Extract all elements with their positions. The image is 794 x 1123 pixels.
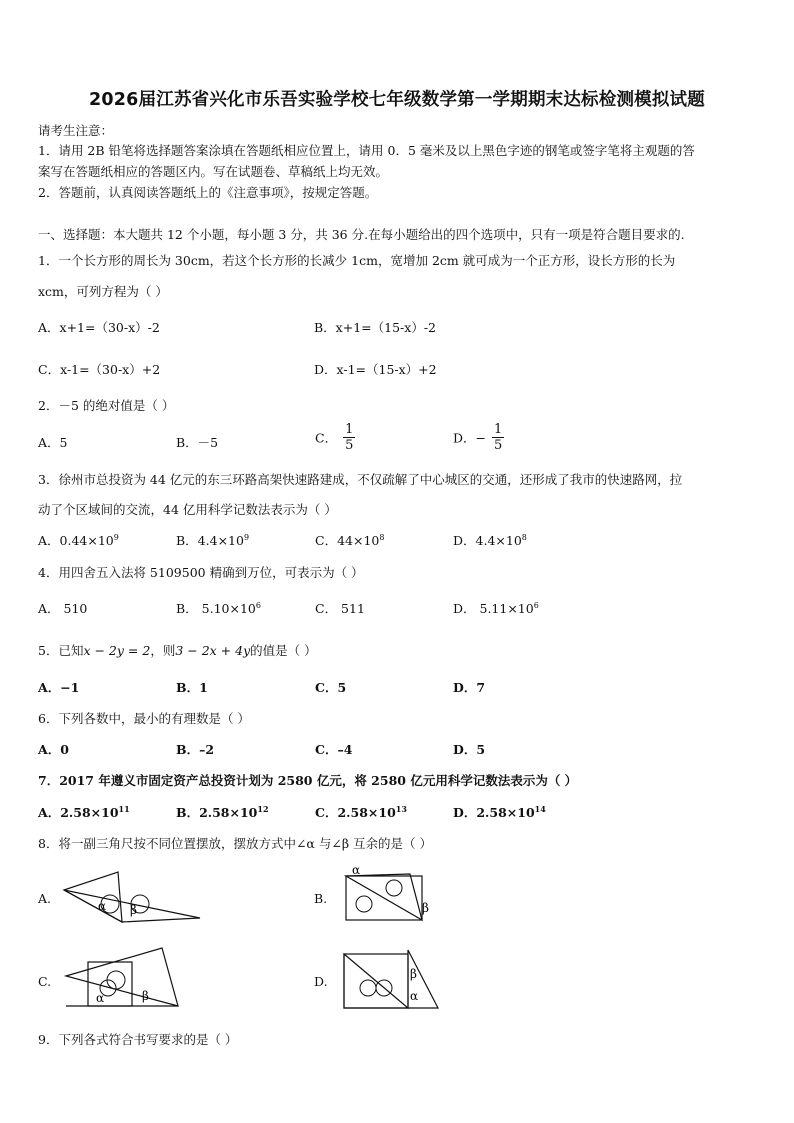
q3-option-a-base: A．0.44×10 [38,533,114,548]
q8-d-beta: β [410,967,417,981]
q8-b-circle-1 [356,896,372,912]
notice-item-2: 2．答题前，认真阅读答题纸上的《注意事项》，按规定答题。 [38,185,378,200]
q2-option-c-fraction [343,422,355,453]
q5-stem [38,641,317,659]
q8-a-alpha: α [98,899,107,913]
q3-option-a-exp: 9 [113,532,119,542]
q5-option-d: D．7 [453,680,486,695]
q8-a-triangle-2 [64,872,122,922]
q8-c-triangle-1 [66,948,178,1006]
q3-option-a [38,531,119,549]
q7-option-a-exp: 11 [118,803,130,814]
q3-option-c-base: C．44×10 [315,533,380,548]
q7-option-c-base: C．2.58×10 [315,805,396,820]
q2-option-b: B．－5 [176,435,219,450]
q7-option-d-base: D．2.58×10 [453,805,535,820]
q8-d-triangle-1 [344,954,408,1008]
q2-option-d-denominator: 5 [493,438,503,453]
q1-stem-b: xcm，可列方程为（ ） [38,284,168,299]
q8-option-a-label: A. [38,891,52,906]
q8-figure-d [338,948,448,1010]
section-heading: 一、选择题：本大题共 12 个小题，每小题 3 分，共 36 分.在每小题给出的四个选项中，只有一项是符合题目要求的. [38,227,685,242]
q1-option-c: C．x-1=（30-x）+2 [38,362,161,377]
q8-figure-b [338,862,438,928]
q2-option-c-denominator: 5 [345,438,354,453]
q6-option-c: C．–4 [315,742,353,757]
q3-option-b [176,531,249,549]
q4-option-b [176,599,261,617]
q6-option-d: D．5 [453,742,486,757]
notice-item-1a: 1．请用 2B 铅笔将选择题答案涂填在答题纸相应位置上，请用 0．5 毫米及以上黑色字迹的钢笔或签字笔将主观题的答 [38,143,695,158]
q3-stem-b: 动了个区域间的交流，44 亿用科学记数法表示为（ ） [38,502,337,517]
q3-option-d-exp: 8 [521,532,527,542]
q8-figure-c [62,942,182,1010]
q8-b-alpha: α [352,863,361,877]
q5-stem-pre: 5．已知 [38,643,84,658]
q3-stem-a: 3．徐州市总投资为 44 亿元的东三环路高架快速路建成，不仅疏解了中心城区的交通，还形成了我市的快速路网，拉 [38,472,683,487]
q7-option-d [453,803,546,821]
q8-option-c-label: C. [38,974,52,989]
q8-figure-a [62,870,202,930]
q1-option-a: A．x+1=（30-x）-2 [38,320,160,335]
q6-stem: 6．下列各数中，最小的有理数是（ ） [38,711,250,726]
q7-option-b-exp: 12 [257,803,269,814]
q3-option-d-base: D．4.4×10 [453,533,522,548]
page-title: 2026届江苏省兴化市乐吾实验学校七年级数学第一学期期末达标检测模拟试题 [89,90,705,110]
q8-stem: 8．将一副三角尺按不同位置摆放，摆放方式中∠α 与∠β 互余的是（ ） [38,836,432,851]
q4-option-d-base: D． 5.11×10 [453,601,534,616]
notice-item-1b: 案写在答题纸相应的答题区内。写在试题卷、草稿纸上均无效。 [38,164,389,179]
notice-heading: 请考生注意： [38,123,114,138]
q7-option-b-base: B．2.58×10 [176,805,258,820]
q8-b-triangle-1 [346,874,422,920]
q2-option-a: A．5 [38,435,68,450]
q7-option-b [176,803,269,821]
q3-option-c-exp: 8 [379,532,385,542]
q5-option-b: B．1 [176,680,208,695]
q2-stem: 2．－5 的绝对值是（ ） [38,398,175,413]
q8-option-b-label: B. [314,891,328,906]
q1-option-d: D．x-1=（15-x）+2 [314,362,437,377]
q2-option-c-label: C． [315,430,338,446]
q5-option-c: C．5 [315,680,347,695]
q6-option-b: B．–2 [176,742,215,757]
q2-option-d-label: D．− [453,430,486,446]
q2-option-d [453,422,506,453]
q4-option-b-exp: 6 [255,600,261,610]
q4-option-d [453,599,539,617]
q2-option-c-numerator: 1 [345,422,354,437]
q1-option-b: B．x+1=（15-x）-2 [314,320,436,335]
q7-option-c-exp: 13 [395,803,407,814]
q3-option-b-exp: 9 [243,532,250,542]
q9-stem: 9．下列各式符合书写要求的是（ ） [38,1032,238,1047]
q8-option-d-label: D. [314,974,328,989]
q6-option-a: A．0 [38,742,69,757]
q5-equation-2: 3 − 2x + 4y [175,643,251,658]
q4-option-b-base: B． 5.10×10 [176,601,256,616]
q3-option-b-base: B．4.4×10 [176,533,244,548]
q5-stem-post: 的值是（ ） [250,643,317,658]
q7-option-d-exp: 14 [534,803,546,814]
q2-option-d-numerator: 1 [493,422,503,437]
q5-stem-mid: ，则 [150,643,176,658]
q2-option-d-fraction [492,422,504,453]
q8-a-beta: β [130,903,137,917]
q3-option-c [315,531,384,549]
q2-option-c [315,422,357,453]
q7-option-a-base: A．2.58×10 [38,805,119,820]
q8-b-beta: β [422,901,429,915]
q7-stem: 7．2017 年遵义市固定资产总投资计划为 2580 亿元，将 2580 亿元用科学记数法表示为（ ） [38,773,578,788]
q5-option-a: A．−1 [38,680,80,695]
q3-option-d [453,531,527,549]
q8-b-circle-2 [386,880,402,896]
q5-equation-1: x − 2y = 2 [83,643,151,658]
q4-option-a: A． 510 [38,601,88,616]
q8-d-circle-1 [360,980,376,996]
q4-stem: 4．用四舍五入法将 5109500 精确到万位，可表示为（ ） [38,565,364,580]
q4-option-c: C． 511 [315,601,365,616]
q7-option-c [315,803,407,821]
q1-stem-a: 1．一个长方形的周长为 30cm，若这个长方形的长减少 1cm，宽增加 2cm 就可成为一个正方形，设长方形的长为 [38,253,676,268]
q8-c-beta: β [142,989,149,1003]
q8-d-alpha: α [410,989,419,1003]
q8-c-alpha: α [96,991,105,1005]
q4-option-d-exp: 6 [533,600,539,610]
q7-option-a [38,803,130,821]
